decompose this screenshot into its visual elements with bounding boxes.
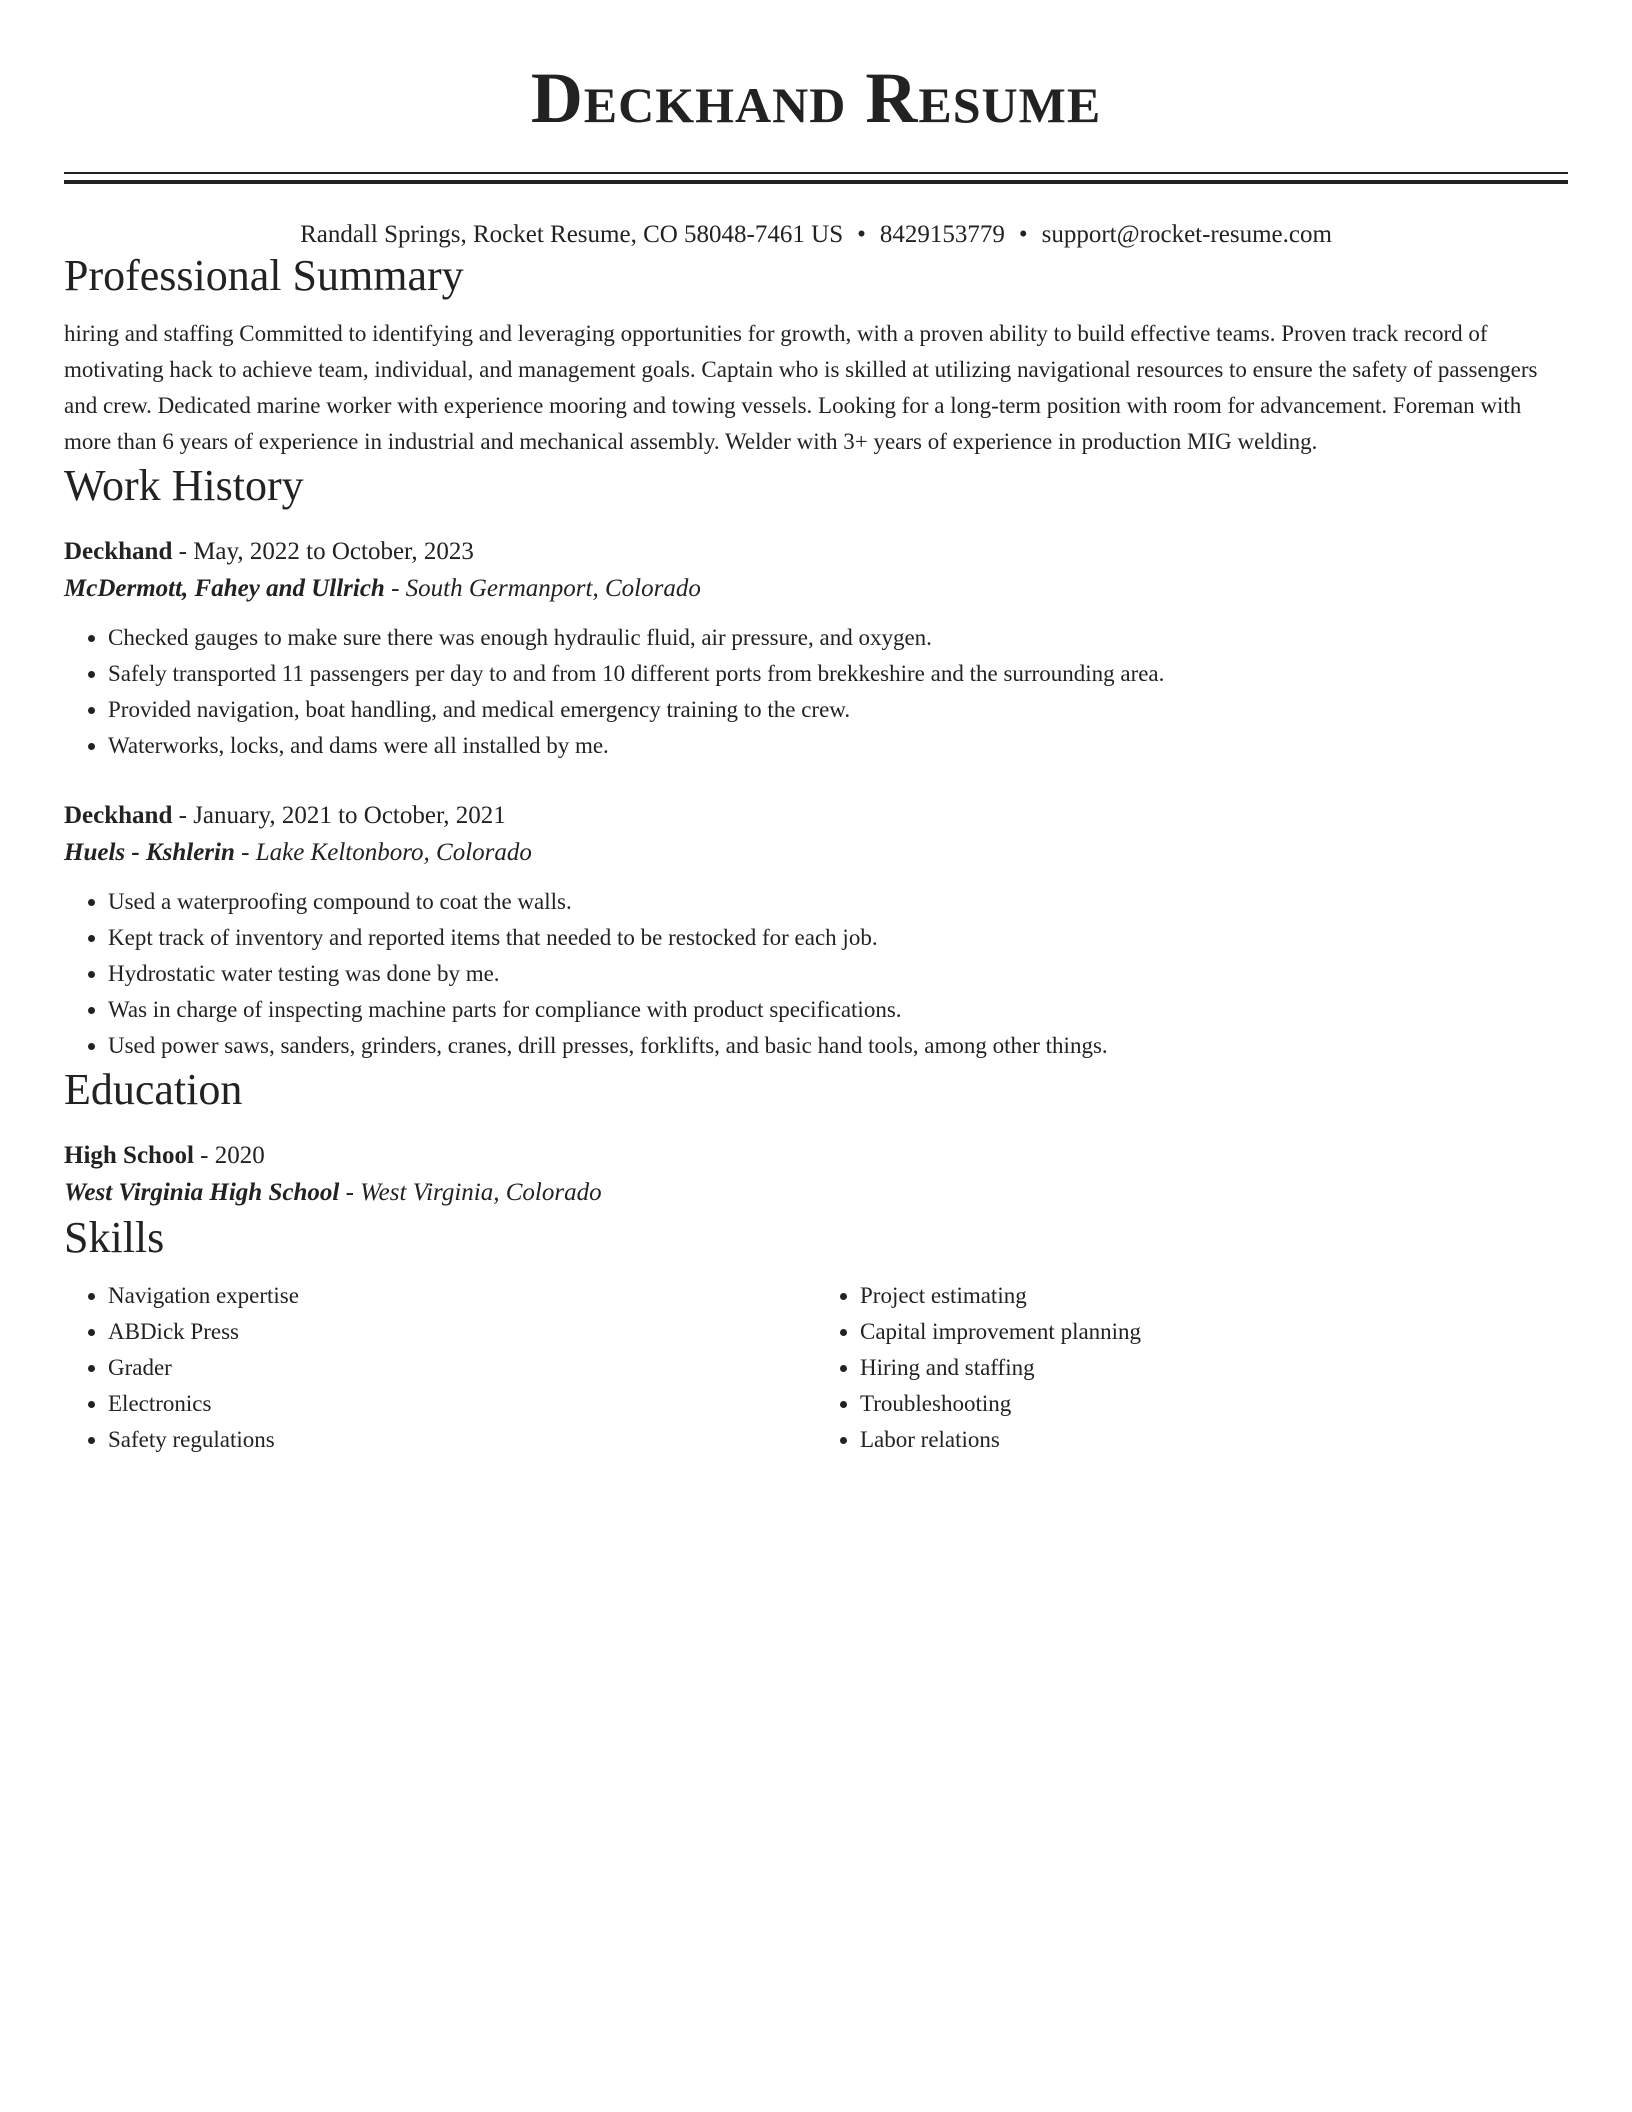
degree: High School — [64, 1142, 194, 1169]
job-title: Deckhand — [64, 802, 173, 829]
school-name: West Virginia High School — [64, 1179, 340, 1206]
contact-separator: • — [1018, 221, 1028, 248]
list-item: • Labor relations — [860, 1422, 1568, 1458]
degree-line — [64, 1138, 1568, 1174]
list-item: • Capital improvement planning — [860, 1314, 1568, 1350]
summary-text: hiring and staffing Committed to identifying and leveraging opportunities for growth, with a proven ability to build effective teams. Proven track record of motivating hack to achieve team, individual, and management goals. Captain who is skilled at utilizing navigational resources to ensure the safety of passengers and crew. Dedicated marine worker with experience mooring and towing vessels. Looking for a long-term position with room for advancement. Foreman with more than 6 years of experience in industrial and mechanical assembly. Welder with 3+ years of experience in production MIG welding. — [64, 321, 1538, 454]
job-dates: January, 2021 to October, 2021 — [193, 802, 506, 829]
list-item: • Provided navigation, boat handling, and medical emergency training to the crew. — [108, 692, 1568, 728]
contact-line — [64, 220, 1568, 250]
job-duties-list — [64, 884, 1568, 1064]
list-item: • Electronics — [108, 1386, 816, 1422]
list-item: • Safety regulations — [108, 1422, 816, 1458]
dash: - — [193, 1142, 215, 1169]
employer-line — [64, 834, 1568, 872]
job-entry — [64, 534, 1568, 764]
skills-columns — [64, 1278, 1568, 1458]
graduation-year: 2020 — [214, 1142, 265, 1169]
list-item: • Hiring and staffing — [860, 1350, 1568, 1386]
contact-email: support@rocket-resume.com — [1041, 221, 1332, 248]
education-heading: Education — [64, 1065, 243, 1114]
summary-heading: Professional Summary — [64, 251, 464, 300]
job-title-line — [64, 798, 1568, 834]
list-item: • Troubleshooting — [860, 1386, 1568, 1422]
contact-phone: 8429153779 — [879, 221, 1005, 248]
list-item: • Hydrostatic water testing was done by me. — [108, 956, 1568, 992]
job-title-line — [64, 534, 1568, 570]
list-item: • Waterworks, locks, and dams were all installed by me. — [108, 728, 1568, 764]
contact-address: Randall Springs, Rocket Resume, CO 58048-7461 US — [300, 221, 844, 248]
education-entry — [64, 1138, 1568, 1212]
list-item: • Navigation expertise — [108, 1278, 816, 1314]
employer-location: South Germanport, Colorado — [405, 575, 701, 602]
job-title: Deckhand — [64, 538, 173, 565]
list-item: • Was in charge of inspecting machine parts for compliance with product specifications. — [108, 992, 1568, 1028]
job-entry — [64, 798, 1568, 1064]
list-item: • Grader — [108, 1350, 816, 1386]
school-line — [64, 1174, 1568, 1212]
list-item: • Safely transported 11 passengers per day to and from 10 different ports from brekkeshire and the surrounding area. — [108, 656, 1568, 692]
list-item: • Checked gauges to make sure there was enough hydraulic fluid, air pressure, and oxygen. — [108, 620, 1568, 656]
resume-title: Deckhand Resume — [530, 58, 1102, 138]
contact-separator: • — [857, 221, 866, 248]
list-item: • Used power saws, sanders, grinders, cranes, drill presses, forklifts, and basic hand tools, among other things. — [108, 1028, 1568, 1064]
school-location: West Virginia, Colorado — [360, 1179, 602, 1206]
job-duties-list — [64, 620, 1568, 764]
list-item: • ABDick Press — [108, 1314, 816, 1350]
skills-heading: Skills — [64, 1213, 165, 1262]
list-item: • Project estimating — [860, 1278, 1568, 1314]
dash: - — [384, 575, 406, 602]
employer-line — [64, 570, 1568, 608]
employer-name: Huels - Kshlerin — [64, 839, 235, 866]
dash: - — [172, 538, 194, 565]
title-double-rule — [64, 172, 1568, 184]
work-history-heading: Work History — [64, 461, 304, 510]
skills-list-right — [816, 1278, 1568, 1458]
list-item: • Kept track of inventory and reported items that needed to be restocked for each job. — [108, 920, 1568, 956]
dash: - — [339, 1179, 361, 1206]
dash: - — [234, 839, 256, 866]
job-dates: May, 2022 to October, 2023 — [193, 538, 474, 565]
dash: - — [172, 802, 194, 829]
list-item: • Used a waterproofing compound to coat the walls. — [108, 884, 1568, 920]
skills-list-left — [64, 1278, 816, 1458]
employer-location: Lake Keltonboro, Colorado — [255, 839, 532, 866]
employer-name: McDermott, Fahey and Ullrich — [64, 575, 385, 602]
